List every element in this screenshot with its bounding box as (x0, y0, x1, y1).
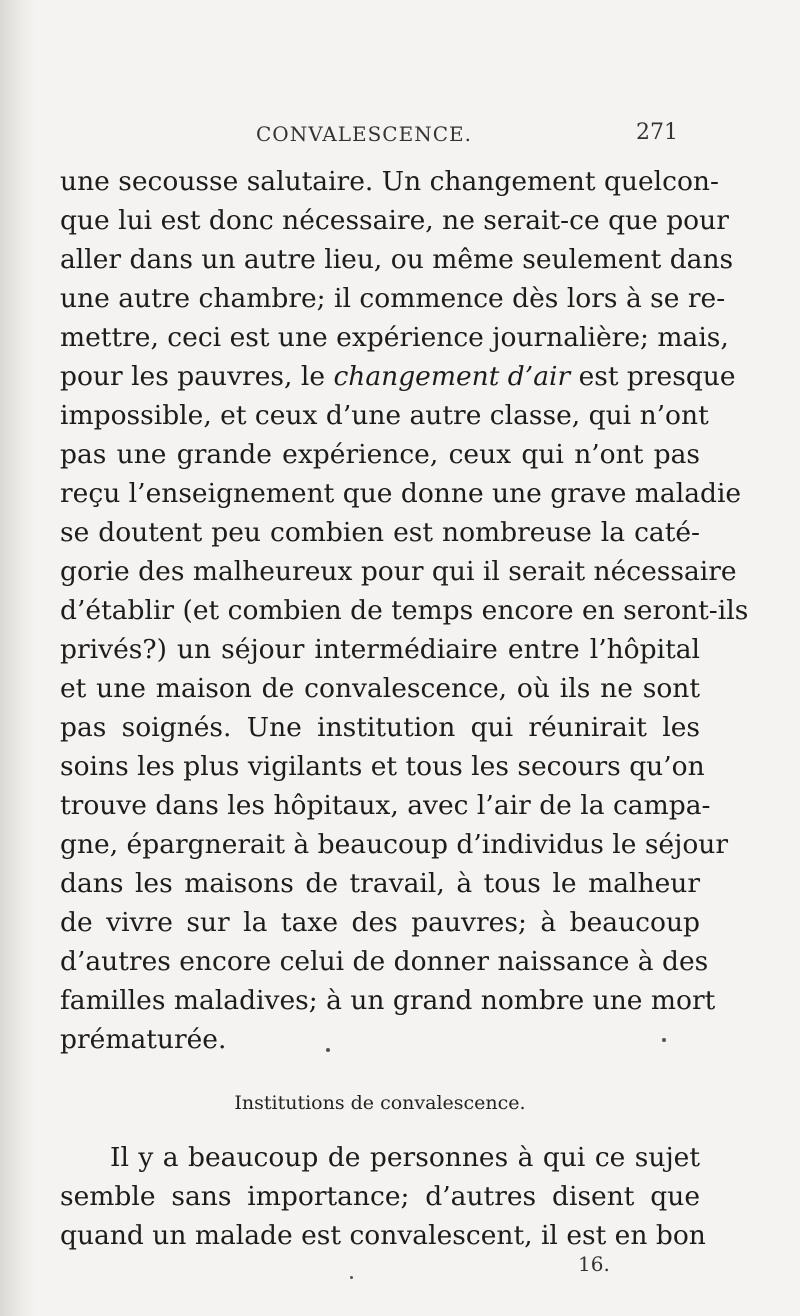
page-edge-shadow (0, 0, 34, 1316)
text-line: privés?) un séjour intermédiaire entre l’hôpital (60, 634, 700, 665)
text-line: et une maison de convalescence, où ils ne sont (60, 673, 700, 704)
ink-speck (662, 1038, 666, 1042)
text-line: que lui est donc nécessaire, ne serait-ce que pour (60, 205, 729, 236)
text-line: de vivre sur la taxe des pauvres; à beaucoup (60, 907, 700, 938)
section-text (60, 1138, 706, 1255)
signature-mark: 16. (578, 1252, 610, 1276)
text-line: gne, épargnerait à beaucoup d’individus le séjour (60, 829, 729, 860)
page-header (60, 116, 700, 152)
text-line: semble sans importance; d’autres disent que (60, 1181, 700, 1212)
text-line: prématurée. (60, 1024, 227, 1055)
ink-speck (326, 1048, 330, 1052)
section-heading: Institutions de convalescence. (234, 1092, 526, 1114)
text-line: gorie des malheureux pour qui il serait nécessaire (60, 556, 737, 587)
text-line: Il y a beaucoup de personnes à qui ce sujet (110, 1142, 700, 1173)
text-run: pour les pauvres, le (60, 361, 334, 392)
body-text (60, 162, 749, 1059)
text-line: se doutent peu combien est nombreuse la caté- (60, 517, 700, 548)
text-line: familles maladives; à un grand nombre une mort (60, 985, 716, 1016)
text-line: d’autres encore celui de donner naissance à des (60, 946, 709, 977)
text-line: aller dans un autre lieu, ou même seulement dans (60, 244, 734, 275)
text-line: impossible, et ceux d’une autre classe, qui n’ont (60, 400, 709, 431)
text-line: reçu l’enseignement que donne une grave maladie (60, 478, 742, 509)
text-line: dans les maisons de travail, à tous le malheur (60, 868, 700, 899)
text-line: une autre chambre; il commence dès lors à se re- (60, 283, 726, 314)
text-line: mettre, ceci est une expérience journalière; mais, (60, 322, 729, 353)
text-line: pas une grande expérience, ceux qui n’ont pas (60, 439, 700, 470)
text-line: quand un malade est convalescent, il est en bon (60, 1220, 706, 1251)
page-number: 271 (636, 120, 678, 145)
text-line: soins les plus vigilants et tous les secours qu’on (60, 751, 705, 782)
emphasized-phrase: changement d’air (333, 361, 571, 392)
text-line: d’établir (et combien de temps encore en seront-ils (60, 595, 749, 626)
text-line: pas soignés. Une institution qui réunirait les (60, 712, 700, 743)
text-run: est presque (570, 361, 736, 392)
text-line-with-emphasis (60, 357, 736, 396)
text-line: une secousse salutaire. Un changement quelcon- (60, 166, 719, 197)
running-title: CONVALESCENCE. (256, 122, 472, 146)
text-line: trouve dans les hôpitaux, avec l’air de la campa- (60, 790, 711, 821)
ink-speck (350, 1276, 353, 1279)
